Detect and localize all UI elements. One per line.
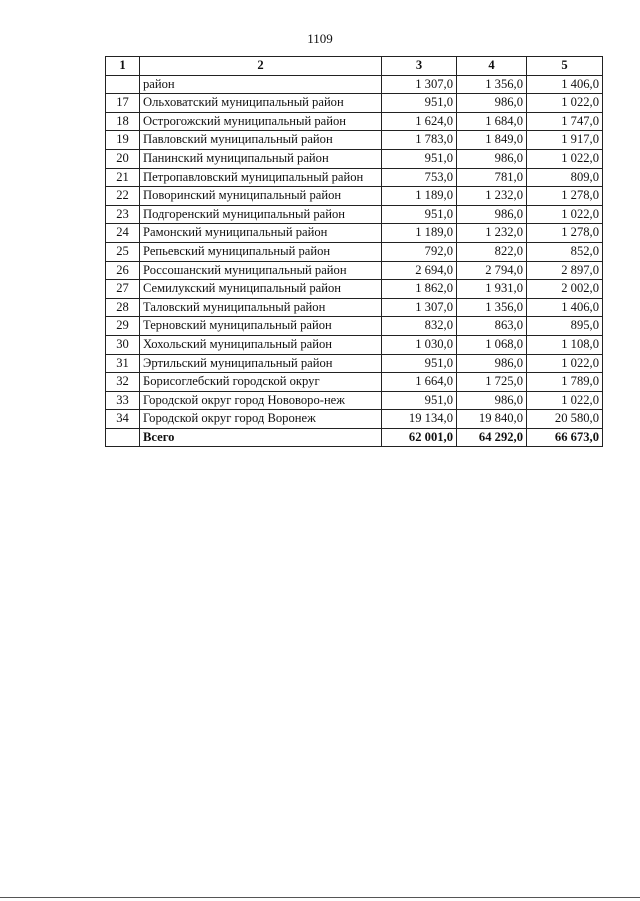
table-row (106, 94, 603, 113)
bottom-rule (0, 897, 640, 898)
value-col5: 1 747,0 (527, 112, 603, 131)
value-col4: 19 840,0 (457, 410, 527, 429)
value-col4: 1 068,0 (457, 335, 527, 354)
row-number: 22 (106, 187, 140, 206)
value-col3: 951,0 (382, 354, 457, 373)
value-col4: 986,0 (457, 205, 527, 224)
district-name: Петропавловский муниципальный район (140, 168, 382, 187)
table-row (106, 391, 603, 410)
total-number-cell (106, 428, 140, 447)
value-col5: 1 406,0 (527, 75, 603, 94)
row-number: 24 (106, 224, 140, 243)
district-name: район (140, 75, 382, 94)
row-number: 19 (106, 131, 140, 150)
value-col4: 986,0 (457, 354, 527, 373)
district-name: Эртильский муниципальный район (140, 354, 382, 373)
value-col4: 1 849,0 (457, 131, 527, 150)
value-col3: 832,0 (382, 317, 457, 336)
value-col4: 2 794,0 (457, 261, 527, 280)
column-header-4: 4 (457, 57, 527, 76)
page-number: 1109 (307, 31, 333, 46)
total-value-col5: 66 673,0 (527, 428, 603, 447)
value-col5: 1 406,0 (527, 298, 603, 317)
table-row (106, 335, 603, 354)
column-header-3: 3 (382, 57, 457, 76)
table-row (106, 280, 603, 299)
table-row (106, 224, 603, 243)
value-col3: 951,0 (382, 391, 457, 410)
value-col5: 1 022,0 (527, 354, 603, 373)
district-name: Терновский муниципальный район (140, 317, 382, 336)
column-header-2: 2 (140, 57, 382, 76)
table-row (106, 131, 603, 150)
row-number: 31 (106, 354, 140, 373)
row-number: 27 (106, 280, 140, 299)
value-col4: 781,0 (457, 168, 527, 187)
value-col3: 1 307,0 (382, 298, 457, 317)
row-number: 20 (106, 149, 140, 168)
district-name: Репьевский муниципальный район (140, 242, 382, 261)
value-col3: 2 694,0 (382, 261, 457, 280)
table-row (106, 317, 603, 336)
value-col5: 1 022,0 (527, 149, 603, 168)
table-row (106, 112, 603, 131)
value-col5: 1 022,0 (527, 94, 603, 113)
value-col3: 1 862,0 (382, 280, 457, 299)
value-col5: 895,0 (527, 317, 603, 336)
table-header-row (106, 57, 603, 76)
district-name: Таловский муниципальный район (140, 298, 382, 317)
table-row (106, 261, 603, 280)
row-number: 26 (106, 261, 140, 280)
table-row (106, 75, 603, 94)
value-col3: 1 030,0 (382, 335, 457, 354)
value-col5: 852,0 (527, 242, 603, 261)
value-col3: 951,0 (382, 94, 457, 113)
value-col5: 2 897,0 (527, 261, 603, 280)
column-header-1: 1 (106, 57, 140, 76)
district-name: Борисоглебский городской округ (140, 373, 382, 392)
value-col4: 986,0 (457, 94, 527, 113)
row-number: 18 (106, 112, 140, 131)
district-name: Семилукский муниципальный район (140, 280, 382, 299)
value-col5: 1 108,0 (527, 335, 603, 354)
value-col3: 792,0 (382, 242, 457, 261)
value-col4: 1 725,0 (457, 373, 527, 392)
value-col3: 951,0 (382, 205, 457, 224)
district-name: Павловский муниципальный район (140, 131, 382, 150)
value-col4: 863,0 (457, 317, 527, 336)
value-col3: 1 624,0 (382, 112, 457, 131)
value-col3: 1 664,0 (382, 373, 457, 392)
value-col4: 1 931,0 (457, 280, 527, 299)
table-row (106, 149, 603, 168)
district-name: Городской округ город Нововоро-неж (140, 391, 382, 410)
value-col5: 20 580,0 (527, 410, 603, 429)
table-row (106, 168, 603, 187)
table-row (106, 242, 603, 261)
value-col4: 1 356,0 (457, 298, 527, 317)
table-row (106, 373, 603, 392)
row-number (106, 75, 140, 94)
value-col4: 986,0 (457, 391, 527, 410)
district-name: Рамонский муниципальный район (140, 224, 382, 243)
value-col4: 1 356,0 (457, 75, 527, 94)
value-col3: 1 189,0 (382, 224, 457, 243)
district-name: Ольховатский муниципальный район (140, 94, 382, 113)
row-number: 23 (106, 205, 140, 224)
column-header-5: 5 (527, 57, 603, 76)
table-row (106, 354, 603, 373)
table-row (106, 298, 603, 317)
value-col3: 1 307,0 (382, 75, 457, 94)
value-col5: 809,0 (527, 168, 603, 187)
value-col4: 822,0 (457, 242, 527, 261)
row-number: 25 (106, 242, 140, 261)
value-col5: 1 789,0 (527, 373, 603, 392)
value-col3: 1 189,0 (382, 187, 457, 206)
value-col5: 1 278,0 (527, 224, 603, 243)
value-col3: 951,0 (382, 149, 457, 168)
table-row (106, 187, 603, 206)
total-value-col4: 64 292,0 (457, 428, 527, 447)
row-number: 21 (106, 168, 140, 187)
district-name: Хохольский муниципальный район (140, 335, 382, 354)
value-col4: 1 232,0 (457, 224, 527, 243)
value-col3: 753,0 (382, 168, 457, 187)
total-label: Всего (140, 428, 382, 447)
budget-table (105, 56, 603, 447)
row-number: 28 (106, 298, 140, 317)
value-col4: 1 684,0 (457, 112, 527, 131)
row-number: 32 (106, 373, 140, 392)
value-col4: 1 232,0 (457, 187, 527, 206)
row-number: 34 (106, 410, 140, 429)
value-col5: 2 002,0 (527, 280, 603, 299)
row-number: 33 (106, 391, 140, 410)
value-col5: 1 917,0 (527, 131, 603, 150)
value-col3: 19 134,0 (382, 410, 457, 429)
row-number: 17 (106, 94, 140, 113)
value-col5: 1 022,0 (527, 391, 603, 410)
district-name: Панинский муниципальный район (140, 149, 382, 168)
value-col5: 1 022,0 (527, 205, 603, 224)
value-col4: 986,0 (457, 149, 527, 168)
district-name: Поворинский муниципальный район (140, 187, 382, 206)
district-name: Городской округ город Воронеж (140, 410, 382, 429)
row-number: 29 (106, 317, 140, 336)
total-row (106, 428, 603, 447)
district-name: Острогожский муниципальный район (140, 112, 382, 131)
value-col3: 1 783,0 (382, 131, 457, 150)
row-number: 30 (106, 335, 140, 354)
table-row (106, 205, 603, 224)
total-value-col3: 62 001,0 (382, 428, 457, 447)
table-row (106, 410, 603, 429)
district-name: Подгоренский муниципальный район (140, 205, 382, 224)
value-col5: 1 278,0 (527, 187, 603, 206)
district-name: Россошанский муниципальный район (140, 261, 382, 280)
